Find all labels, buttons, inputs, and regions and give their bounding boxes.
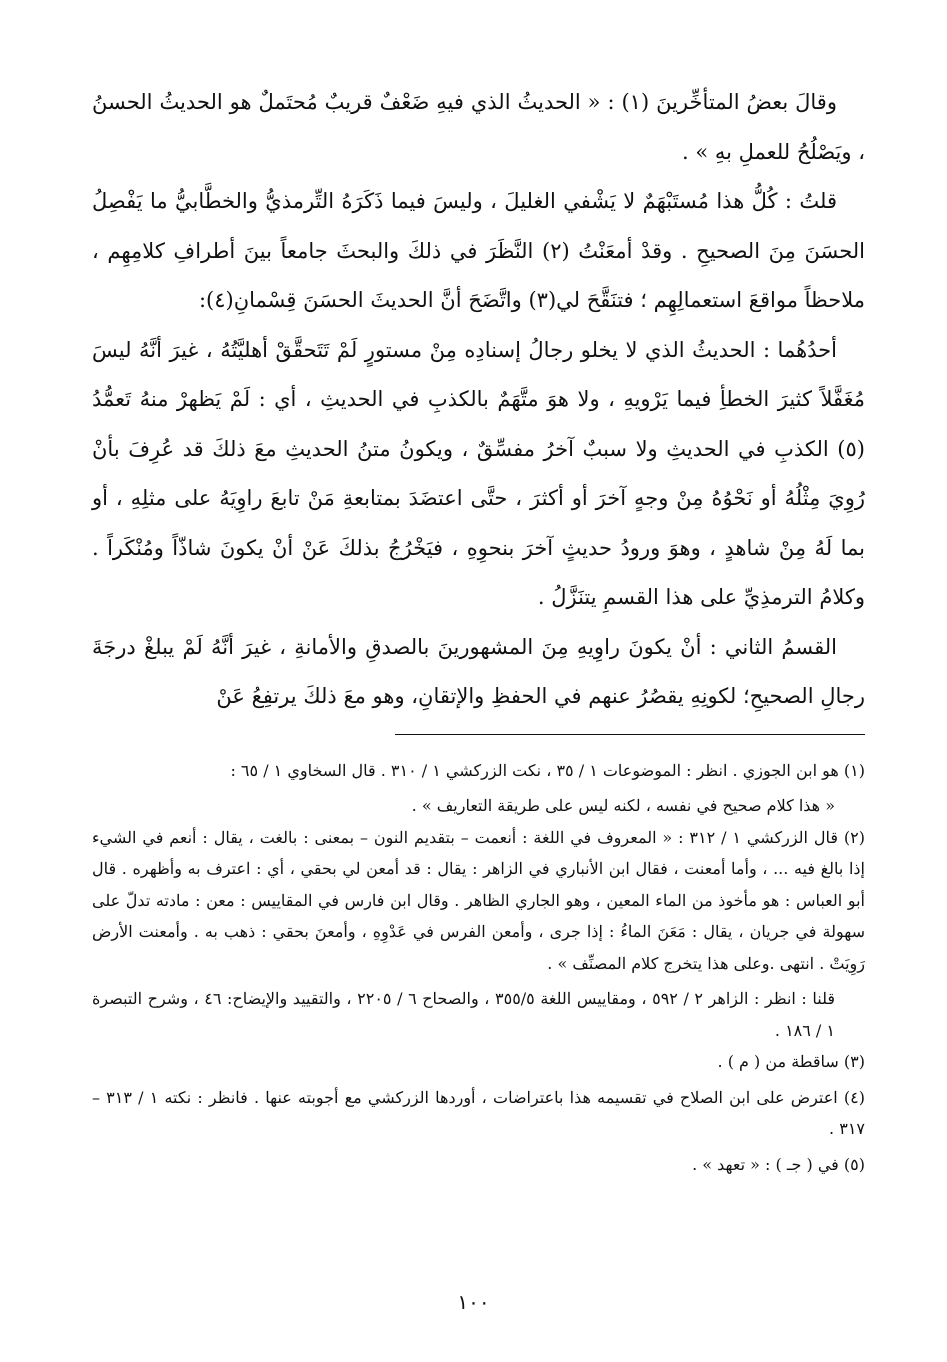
footnotes — [92, 755, 865, 1181]
paragraph-1: وقالَ بعضُ المتأخِّرينَ (١) : « الحديثُ الذي فيهِ ضَعْفٌ قريبٌ مُحتَملٌ هو الحديثُ الحسنُ ، ويَصْلُحُ للعملِ بهِ » . — [92, 90, 865, 164]
page-number: ١٠٠ — [457, 1290, 490, 1314]
paragraph-2: قلتُ : كُلُّ هذا مُستَبْهَمٌ لا يَشْفي الغليلَ ، وليسَ فيما ذَكَرَهُ التِّرمذيُّ والخطَّابيُّ ما يَفْصِلُ الحسَنَ مِنَ الصحيحِ . وقدْ أمعَنْتُ (٢) النَّظَرَ في ذلكَ والبحثَ جامعاً بينَ أطرافِ كلامِهِم ، ملاحظاً مواقعَ استعمالِهِم ؛ فتنَقَّحَ لي(٣) واتَّضَحَ أنَّ الحديثَ الحسَنَ قِسْمانِ(٤): — [92, 189, 865, 312]
paragraph-4: القسمُ الثاني : أنْ يكونَ راوِيهِ مِنَ المشهورينَ بالصدقِ والأمانةِ ، غيرَ أنَّهُ لَمْ يبلغْ درجَةَ رجالِ الصحيحِ؛ لكونِهِ يقصُرُ عنهم في الحفظِ والإتقانِ، وهو معَ ذلكَ يرتفِعُ عَنْ — [92, 634, 865, 708]
footnote-5 — [92, 1149, 865, 1181]
footnote-4-text: (٤) اعترض على ابن الصلاح في تقسيمه هذا باعتراضات ، أوردها الزركشي مع أجوبته عنها . فانظر : نكته ١ / ٣١٣ – ٣١٧ . — [92, 1087, 866, 1138]
footnote-2 — [92, 822, 865, 1047]
paragraph-3: أحدُهُما : الحديثُ الذي لا يخلو رجالُ إسنادِه مِنْ مستورٍ لَمْ تَتَحقَّقْ أهليَّتُهُ ، غيرَ أنَّهُ ليسَ مُغَفَّلاً كثيرَ الخطأِ فيما يَرْويهِ ، ولا هوَ متَّهَمٌ بالكذبِ في الحديثِ ، أي : لَمْ يَظهرْ منهُ تَعمُّدُ (٥) الكذبِ في الحديثِ ولا سببٌ آخرُ مفسِّقٌ ، ويكونُ متنُ الحديثِ معَ ذلكَ قد عُرِفَ بأنْ رُوِيَ مِثْلُهُ أو نَحْوُهُ مِنْ وجهٍ آخرَ أو أكثرَ ، حتَّى اعتضَدَ بمتابعةِ مَنْ تابعَ راوِيَهُ على مثلِهِ ، أو بما لَهُ مِنْ شاهدٍ ، وهوَ ورودُ حديثٍ آخرَ بنحوِهِ ، فيَخْرُجُ بذلكَ عَنْ أنْ يكونَ شاذّاً ومُنْكَراً . وكلامُ الترمذِيِّ على هذا القسمِ يتنَزَّلُ . — [92, 337, 865, 609]
footnote-separator — [395, 734, 865, 735]
main-text — [92, 78, 865, 722]
footnote-1 — [92, 755, 865, 822]
footnote-5-text: (٥) في ( جـ ) : « تعهد » . — [692, 1154, 865, 1174]
footnote-3 — [92, 1046, 865, 1078]
footnote-3-text: (٣) ساقطة من ( م ) . — [717, 1052, 865, 1071]
footnote-2-text: (٢) قال الزركشي ١ / ٣١٢ : « المعروف في اللغة : أنعمت – بتقديم النون – بمعنى : بالغت ، يقال : أنعم في الشيء إذا بالغ فيه ... ، وأما أمعنت ، فقال ابن الأنباري في الزاهر : يقال : قد أمعن لي بحقي ، أي : اعترف به وأظهره . قال أبو العباس : هو مأخوذ من الماء المعين ، وهو الجاري الظاهر . وقال ابن فارس في المقاييس : معن : مادته تدلّ على سهولة في جريان ، يقال : مَعَنَ الماءُ : إذا جرى ، وأمعن الفرس في عَدْوِهِ ، وأمعنَ بحقي : ذهب به . وأمعنت الأرض رَوِيَتْ . انتهى .وعلى هذا يتخرج كلام المصنِّف » . — [92, 827, 865, 973]
footnote-2-continuation: قلنا : انظر : الزاهر ٢ / ٥٩٢ ، ومقاييس اللغة ٣٥٥/٥ ، والصحاح ٦ / ٢٢٠٥ ، والتقييد والإيضاح: ٤٦ ، وشرح التبصرة ١ / ١٨٦ . — [92, 989, 836, 1040]
footnote-1-continuation: « هذا كلام صحيح في نفسه ، لكنه ليس على طريقة التعاريف » . — [411, 796, 835, 815]
footnote-1-text: (١) هو ابن الجوزي . انظر : الموضوعات ١ / ٣٥ ، نكت الزركشي ١ / ٣١٠ . قال السخاوي ١ / ٦٥ : — [230, 760, 865, 780]
footnote-4 — [92, 1082, 865, 1145]
